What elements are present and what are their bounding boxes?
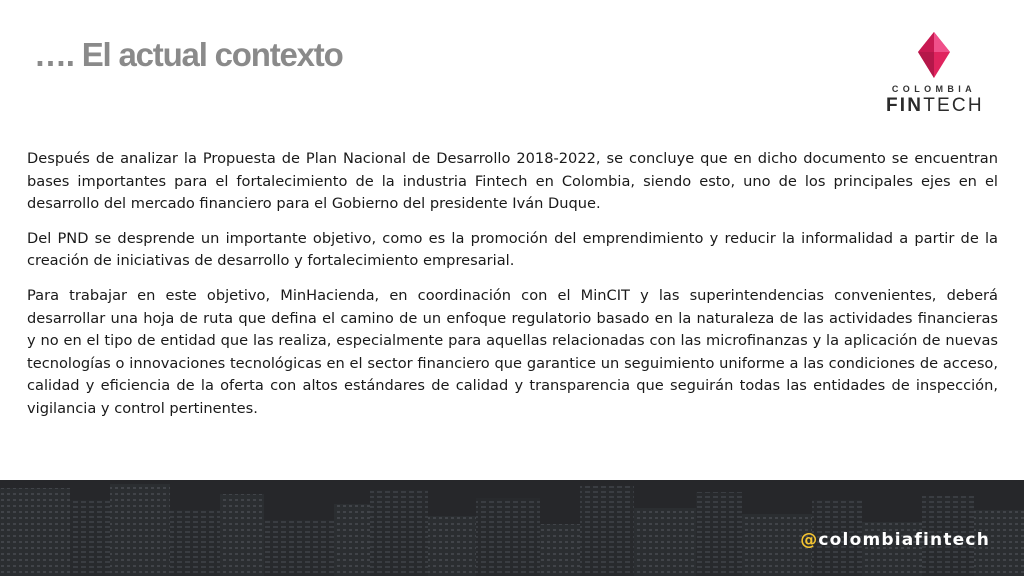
paragraph-2: Del PND se desprende un importante objetivo, como es la promoción del emprendimiento y reducir la informalidad a partir de la creación de iniciativas de desarrollo y fortalecimiento empresarial. [27, 229, 998, 270]
paragraph-3: Para trabajar en este objetivo, MinHacienda, en coordinación con el MinCIT y las superintendencias convenientes, deberá desarrollar una hoja de ruta que defina el camino de un enfoque regulatorio basado en la naturaleza de las actividades financieras y no en el tipo de entidad que las realiza, especialmente para aquellas relacionadas con las microfinanzas y la aplicación de nuevas tecnologías o innovaciones tecnológicas en el sector financiero que garantice un seguimiento uniforme a las condiciones de acceso, calidad y eficiencia de la oferta con altos estándares de calidad y transparencia que seguirán todas las entidades de inspección, vigilancia y control pertinentes. [27, 286, 998, 417]
city-skyline-footer [0, 480, 1024, 576]
paragraph-1: Después de analizar la Propuesta de Plan Nacional de Desarrollo 2018-2022, se concluye que en dicho documento se encuentran bases importantes para el fortalecimiento de la industria Fintech en Colombia, siendo esto, uno de los principales ejes en el desarrollo del mercado financiero para el Gobierno del presidente Iván Duque. [27, 150, 998, 213]
handle-text: colombiafintech [818, 530, 990, 550]
logo-tech: TECH [923, 95, 984, 116]
slide-body [27, 148, 998, 433]
logo-fin: FIN [886, 95, 924, 116]
colombia-fintech-logo [884, 32, 984, 122]
social-handle [800, 530, 990, 550]
logo-line-1: COLOMBIA [891, 84, 977, 94]
at-symbol: @ [800, 530, 819, 550]
logo-line-2 [886, 95, 986, 117]
slide-title: …. El actual contexto [34, 36, 343, 73]
skyline-image [0, 480, 1024, 576]
diamond-logo-icon [918, 32, 950, 80]
